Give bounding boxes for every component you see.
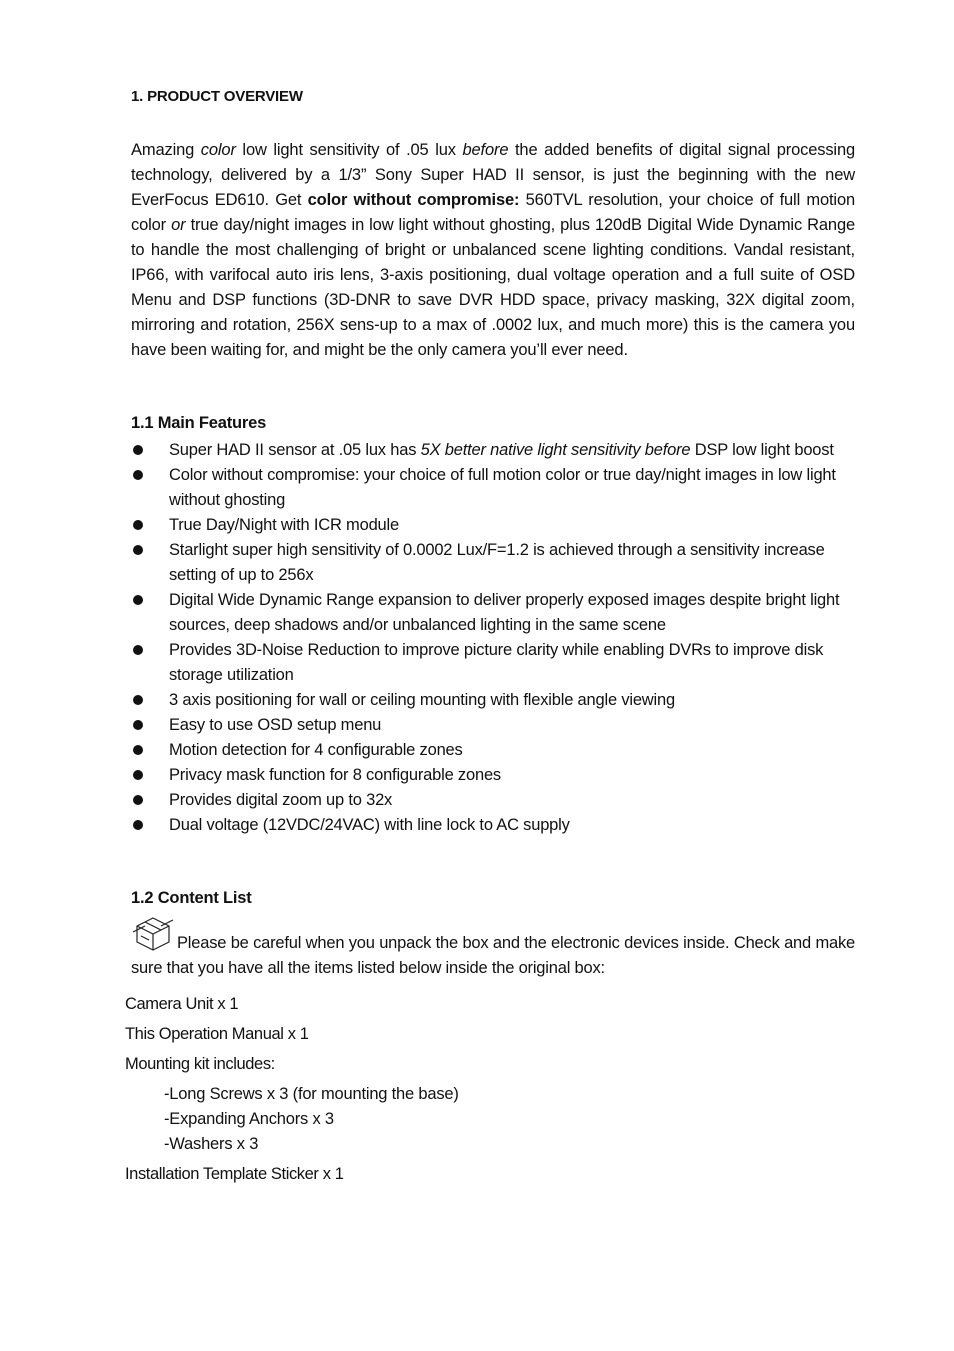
- list-item-text: Motion detection for 4 configurable zones: [169, 741, 463, 759]
- list-item-text: Starlight super high sensitivity of 0.0002 Lux/F=1.2 is achieved through a sensitivity increase setting of up to 256x: [169, 541, 825, 584]
- bullet-icon: [133, 545, 143, 555]
- bullet-icon: [133, 695, 143, 705]
- list-item-text: True Day/Night with ICR module: [169, 516, 399, 534]
- bullet-icon: [133, 445, 143, 455]
- content-intro-text: Please be careful when you unpack the box and the electronic devices inside. Check and make sure that you have all the items listed below inside the original box:: [131, 934, 855, 977]
- bullet-icon: [133, 745, 143, 755]
- text-run: DSP low light boost: [690, 441, 834, 459]
- section-heading-product-overview: 1. PRODUCT OVERVIEW: [131, 88, 303, 105]
- bullet-icon: [133, 795, 143, 805]
- list-item: [131, 713, 855, 738]
- text-run-bold: color without compromise:: [307, 191, 520, 209]
- list-item-text: Easy to use OSD setup menu: [169, 716, 382, 734]
- text-run: the added benefits of digital signal processing technology, delivered by a 1/3” Sony Super HAD II sensor, is just the beginning with the new EverFocus ED610. Get: [131, 141, 855, 209]
- list-item: [131, 813, 855, 838]
- section-heading-content-list: 1.2 Content List: [131, 889, 252, 907]
- list-item: [131, 763, 855, 788]
- overview-paragraph: [131, 138, 855, 363]
- content-subitem-washers: -Washers x 3: [164, 1135, 259, 1153]
- list-item: [131, 638, 855, 688]
- content-item-manual: This Operation Manual x 1: [125, 1025, 309, 1043]
- list-item: [131, 538, 855, 588]
- package-box-icon: [131, 914, 175, 954]
- content-intro-paragraph: [131, 914, 855, 981]
- bullet-icon: [133, 645, 143, 655]
- content-subitem-screws: -Long Screws x 3 (for mounting the base): [164, 1085, 459, 1103]
- content-item-template-sticker: Installation Template Sticker x 1: [125, 1165, 344, 1183]
- text-run-italic: before: [462, 141, 509, 159]
- list-item: [131, 463, 855, 513]
- list-item-text: Provides 3D-Noise Reduction to improve picture clarity while enabling DVRs to improve disk storage utilization: [169, 641, 824, 684]
- list-item: [131, 788, 855, 813]
- bullet-icon: [133, 720, 143, 730]
- list-item: [131, 588, 855, 638]
- text-run: low light sensitivity of .05 lux: [235, 141, 463, 159]
- bullet-icon: [133, 470, 143, 480]
- text-run: 560TVL resolution, your choice of full motion color: [131, 191, 856, 234]
- bullet-icon: [133, 820, 143, 830]
- text-run: Super HAD II sensor at .05 lux has: [169, 441, 421, 459]
- list-item: [131, 688, 855, 713]
- list-item-text: Privacy mask function for 8 configurable zones: [169, 766, 501, 784]
- bullet-icon: [133, 520, 143, 530]
- list-item-text: Digital Wide Dynamic Range expansion to deliver properly exposed images despite bright light sources, deep shadows and/or unbalanced lighting in the same scene: [169, 591, 840, 634]
- text-run: Amazing: [131, 141, 201, 159]
- content-item-mounting-kit: Mounting kit includes:: [125, 1055, 275, 1073]
- content-item-camera-unit: Camera Unit x 1: [125, 995, 239, 1013]
- list-item-text: Provides digital zoom up to 32x: [169, 791, 393, 809]
- text-run-italic: or: [171, 216, 186, 234]
- content-subitem-anchors: -Expanding Anchors x 3: [164, 1110, 334, 1128]
- list-item: [131, 738, 855, 763]
- text-run-italic: 5X better native light sensitivity before: [420, 441, 691, 459]
- text-run-italic: color: [200, 141, 236, 159]
- text-run: true day/night images in low light without ghosting, plus 120dB Digital Wide Dynamic Range to handle the most challenging of bright or unbalanced scene lighting conditions. Vandal resistant, IP66, with varifocal auto iris lens, 3-axis positioning, dual voltage operation and a full suite of OSD Menu and DSP functions (3D-DNR to save DVR HDD space, privacy masking, 32X digital zoom, mirroring and rotation, 256X sens-up to a max of .0002 lux, and much more) this is the camera you have been waiting for, and might be the only camera you’ll ever need.: [131, 216, 855, 359]
- list-item: [131, 513, 855, 538]
- list-item-text: 3 axis positioning for wall or ceiling mounting with flexible angle viewing: [169, 691, 675, 709]
- bullet-icon: [133, 595, 143, 605]
- list-item-text: Dual voltage (12VDC/24VAC) with line lock to AC supply: [169, 816, 570, 834]
- list-item-text: Color without compromise: your choice of full motion color or true day/night images in low light without ghosting: [169, 466, 836, 509]
- list-item: [131, 438, 855, 463]
- feature-list: [131, 438, 855, 838]
- section-heading-main-features: 1.1 Main Features: [131, 414, 267, 432]
- bullet-icon: [133, 770, 143, 780]
